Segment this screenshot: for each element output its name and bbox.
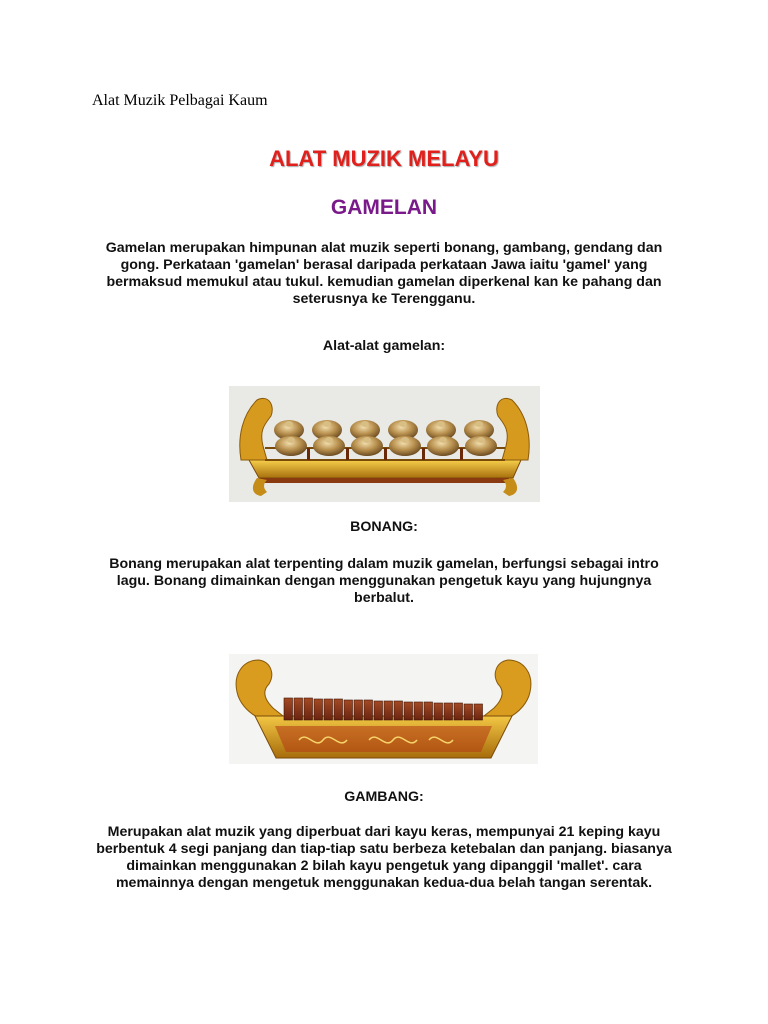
bonang-image <box>229 386 540 502</box>
gambang-label: GAMBANG: <box>344 789 424 805</box>
instruments-list-label: Alat-alat gamelan: <box>322 338 446 354</box>
bonang-description: Bonang merupakan alat terpenting dalam muzik gamelan, berfungsi sebagai intro lagu. Bonang dimainkan dengan menggunakan pengetuk kayu yang hujungnya berbalut. <box>109 556 659 606</box>
section-title: ALAT MUZIK MELAYU <box>269 146 499 171</box>
bonang-label: BONANG: <box>350 519 418 535</box>
gamelan-heading: GAMELAN <box>330 196 438 219</box>
gambang-image <box>229 654 538 764</box>
intro-paragraph: Gamelan merupakan himpunan alat muzik seperti bonang, gambang, gendang dan gong. Perkataan 'gamelan' berasal daripada perkataan Jawa iaitu 'gamel' yang bermaksud memukul atau tukul. kemudian gamelan diperkenal kan ke pahang dan seterusnya ke Terengganu. <box>105 240 663 307</box>
gambang-description: Merupakan alat muzik yang diperbuat dari kayu keras, mempunyai 21 keping kayu berbentuk 4 segi panjang dan tiap-tiap satu berbeza ketebalan dan panjang. biasanya dimainkan menggunakan 2 bilah kayu pengetuk yang dipanggil 'mallet'. cara memainnya dengan mengetuk menggunakan kedua-dua belah tangan serentak. <box>96 824 672 891</box>
document-title: Alat Muzik Pelbagai Kaum <box>92 92 268 109</box>
